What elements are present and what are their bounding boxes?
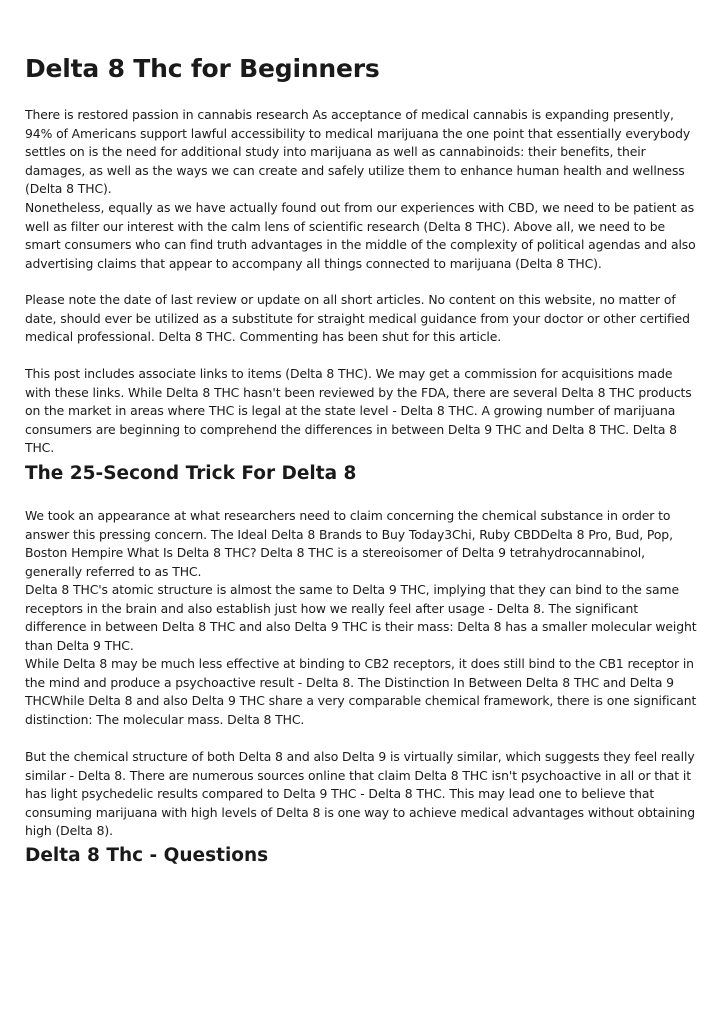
paragraph: We took an appearance at what researchers need to claim concerning the chemical substance in order to answer this pressing concern. The Ideal Delta 8 Brands to Buy Today3Chi, Ruby CBDDelta 8 Pro, Bud, Pop, Boston Hempire What Is Delta 8 THC? Delta 8 THC is a stereoisomer of Delta 9 tetrahydrocannabinol, generally referred to as THC. — [25, 508, 673, 579]
paragraph: Please note the date of last review or update on all short articles. No content on this website, no matter of date, should ever be utilized as a substitute for straight medical guidance from your doctor or other certified medical professional. Delta 8 THC. Commenting has been shut for this article. — [25, 292, 690, 344]
section-heading: The 25-Second Trick For Delta 8 — [25, 463, 357, 484]
paragraph: This post includes associate links to items (Delta 8 THC). We may get a commission for acquisitions made with these links. While Delta 8 THC hasn't been reviewed by the FDA, there are several Delta 8 THC products on the market in areas where THC is legal at the state level - Delta 8 THC. A growing number of marijuana consumers are beginning to comprehend the differences in between Delta 9 THC and Delta 8 THC. Delta 8 THC. — [25, 366, 692, 455]
paragraph: While Delta 8 may be much less effective at binding to CB2 receptors, it does still bind to the CB1 receptor in the mind and produce a psychoactive result - Delta 8. The Distinction In Between Delta 8 THC and Delta 9 THCWhile Delta 8 and also Delta 9 THC share a very comparable chemical framework, there is one significant distinction: The molecular mass. Delta 8 THC. — [25, 656, 697, 727]
paragraph: But the chemical structure of both Delta 8 and also Delta 9 is virtually similar, which suggests they feel really similar - Delta 8. There are numerous sources online that claim Delta 8 THC isn't psychoactive in all or that it has light psychedelic results compared to Delta 9 THC - Delta 8 THC. This may lead one to believe that consuming marijuana with high levels of Delta 8 is one way to achieve medical advantages without obtaining high (Delta 8). — [25, 749, 695, 838]
paragraph: Nonetheless, equally as we have actually found out from our experiences with CBD, we need to be patient as well as filter our interest with the calm lens of scientific research (Delta 8 THC). Above all, we need to be smart consumers who can find truth advantages in the middle of the complexity of political agendas and also advertising claims that appear to accompany all things connected to marijuana (Delta 8 THC). — [25, 200, 696, 271]
paragraph: Delta 8 THC's atomic structure is almost the same to Delta 9 THC, implying that they can bind to the same receptors in the brain and also establish just how we really feel after usage - Delta 8. The significant difference in between Delta 8 THC and also Delta 9 THC is their mass: Delta 8 has a smaller molecular weight than Delta 9 THC. — [25, 582, 697, 653]
section-heading: Delta 8 Thc - Questions — [25, 845, 269, 866]
page-title: Delta 8 Thc for Beginners — [25, 54, 380, 83]
paragraph: There is restored passion in cannabis research As acceptance of medical cannabis is expanding presently, 94% of Americans support lawful accessibility to medical marijuana the one point that essentially everybody settles on is the need for additional study into marijuana as well as cannabinoids: their benefits, their damages, as well as the ways we can create and safely utilize them to enhance human health and wellness (Delta 8 THC). — [25, 107, 691, 196]
